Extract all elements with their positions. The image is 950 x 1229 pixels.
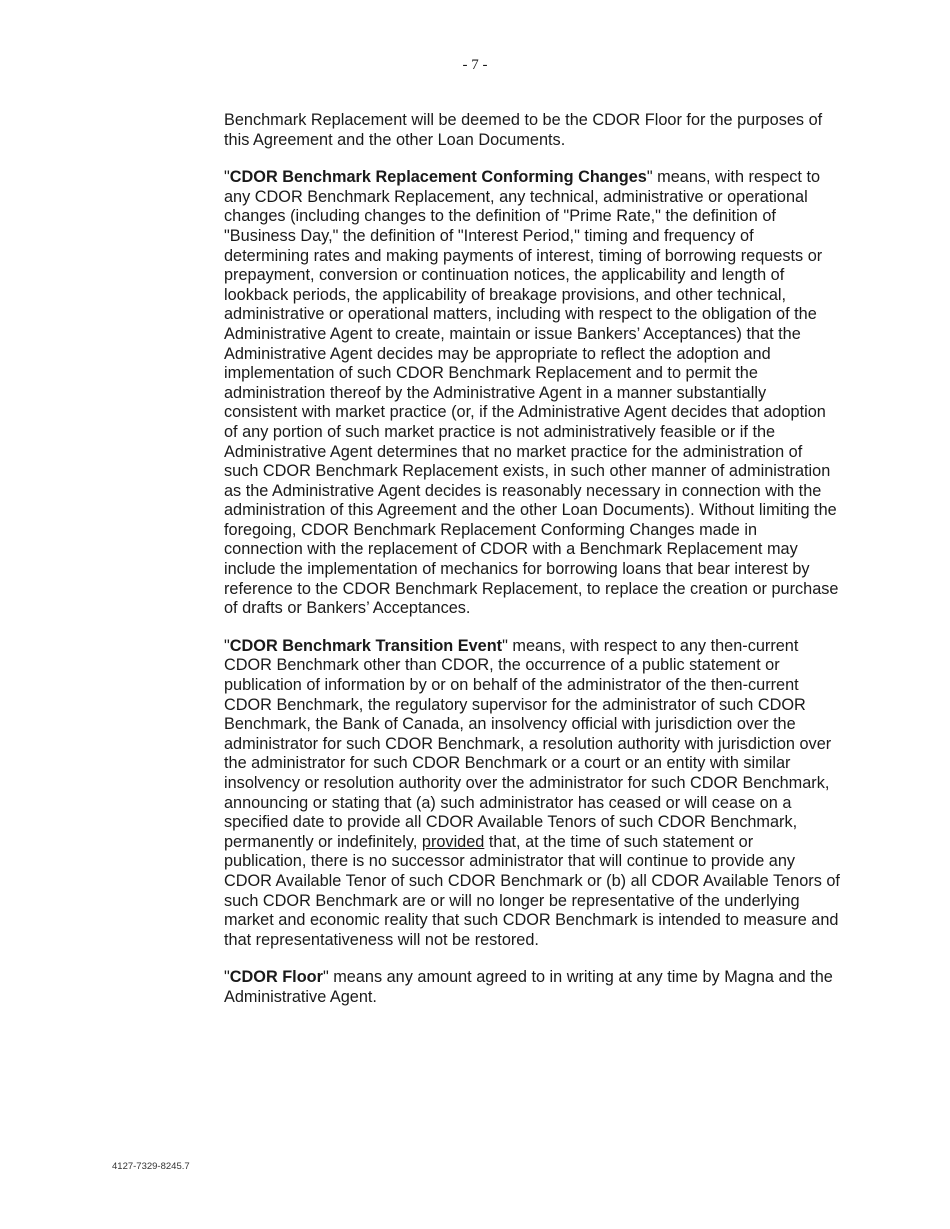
open-quote: " [224,636,230,655]
paragraph-continuation [224,111,840,150]
document-body [224,111,840,1026]
open-quote: " [224,968,230,987]
definition-text: that, at the time of such statement or publication, there is no successor administrator that will continue to provide any CDOR Available Tenor of such CDOR Benchmark or (b) all CDOR Available Tenors of such CDOR Benchmark are or will no longer be representative of the underlying market and economic reality that such CDOR Benchmark is intended to measure and that representativeness will not be restored. [224,832,840,949]
defined-term: CDOR Benchmark Transition Event [229,636,503,655]
page-number: - 7 - [462,57,488,73]
defined-term: CDOR Benchmark Replacement Conforming Changes [229,168,647,187]
definition-text: " means, with respect to any CDOR Benchmark Replacement, any technical, administrative or operational changes (including changes to the definition of "Prime Rate," the definition of "Business Day," the definition of "Interest Period," timing and frequency of determining rates and making payments of interest, timing of borrowing requests or prepayment, conversion or continuation notices, the applicability and length of lookback periods, the applicability of breakage provisions, and other technical, administrative or operational matters, including with respect to the obligation of the Administrative Agent to create, maintain or issue Bankers’ Acceptances) that the Administrative Agent decides may be appropriate to reflect the adoption and implementation of such CDOR Benchmark Replacement and to permit the administration thereof by the Administrative Agent in a manner substantially consistent with market practice (or, if the Administrative Agent decides that adoption of any portion of such market practice is not administratively feasible or if the Administrative Agent determines that no market practice for the administration of such CDOR Benchmark Replacement exists, in such other manner of administration as the Administrative Agent decides is reasonably necessary in connection with the administration of this Agreement and the other Loan Documents). Without limiting the foregoing, CDOR Benchmark Replacement Conforming Changes made in connection with the replacement of CDOR with a Benchmark Replacement may include the implementation of mechanics for borrowing loans that bear interest by reference to the CDOR Benchmark Replacement, to replace the creation or purchase of drafts or Bankers’ Acceptances. [224,168,839,618]
definition-cdor-floor [224,968,840,1007]
paragraph-text: Benchmark Replacement will be deemed to be the CDOR Floor for the purposes of this Agreement and the other Loan Documents. [224,111,823,149]
definition-text: " means any amount agreed to in writing at any time by Magna and the Administrative Agent. [224,968,833,1006]
definition-text: " means, with respect to any then-current CDOR Benchmark other than CDOR, the occurrence of a public statement or publication of information by or on behalf of the administrator of the then-current CDOR Benchmark, the regulatory supervisor for the administrator of such CDOR Benchmark, the Bank of Canada, an insolvency official with jurisdiction over the administrator for such CDOR Benchmark, a resolution authority with jurisdiction over the administrator for such CDOR Benchmark or a court or an entity with similar insolvency or resolution authority over the administrator for such CDOR Benchmark, announcing or stating that (a) such administrator has ceased or will cease on a specified date to provide all CDOR Available Tenors of such CDOR Benchmark, permanently or indefinitely, [224,636,832,851]
definition-transition-event [224,637,840,951]
open-quote: " [224,168,230,187]
defined-term: CDOR Floor [229,968,323,987]
underlined-word: provided [421,832,485,851]
document-id: 4127-7329-8245.7 [112,1161,190,1172]
definition-conforming-changes [224,168,840,619]
